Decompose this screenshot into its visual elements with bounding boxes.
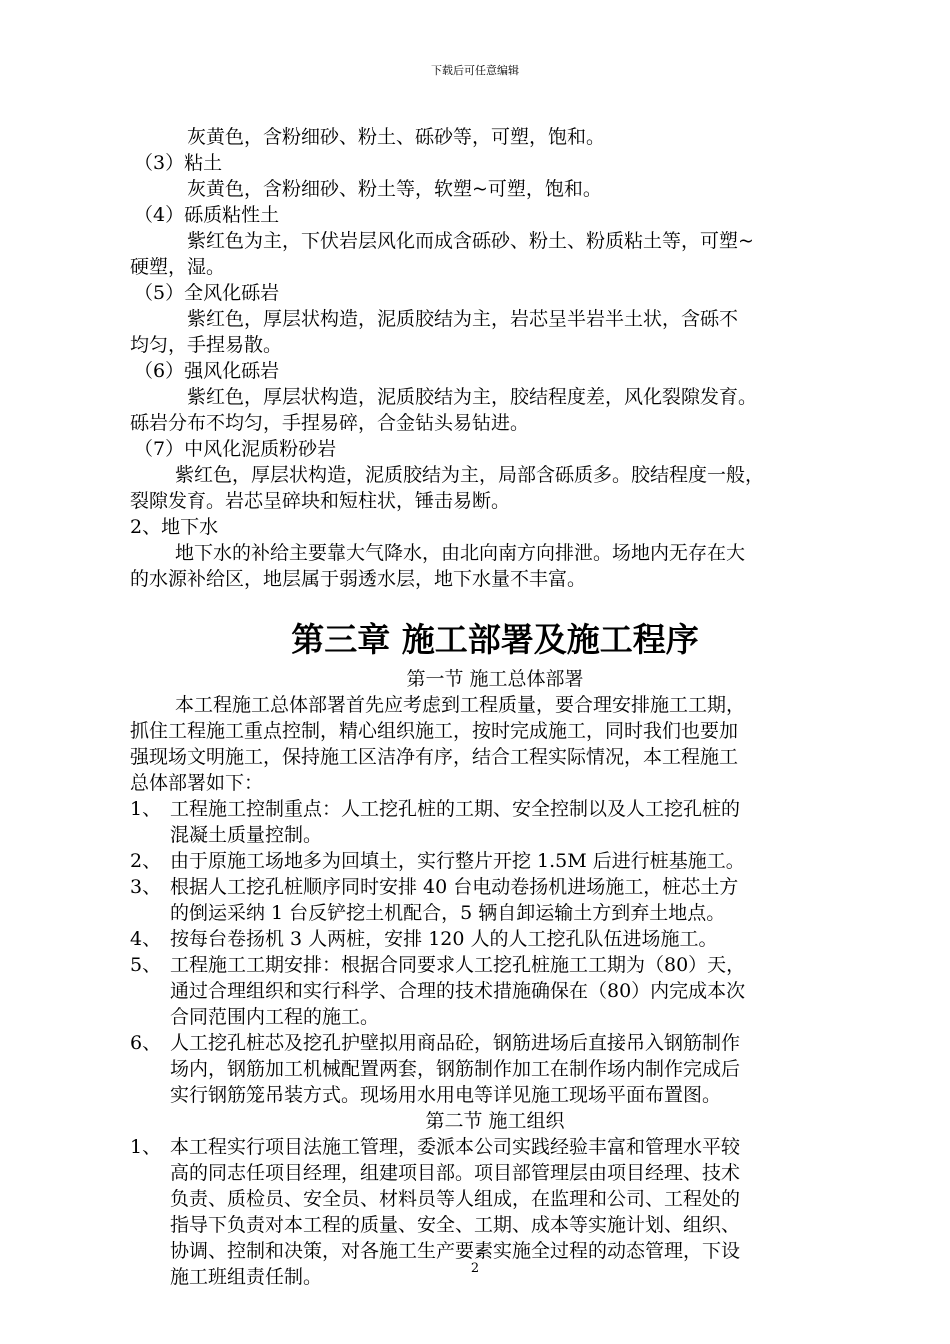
paragraph-line: 总体部署如下： xyxy=(130,772,264,794)
paragraph-line: 紫红色，厚层状构造，泥质胶结为主，局部含砾质多。胶结程度一般， xyxy=(175,464,765,486)
paragraph-line: 抓住工程施工重点控制，精心组织施工，按时完成施工，同时我们也要加 xyxy=(130,720,739,742)
paragraph-line: （6）强风化砾岩 xyxy=(134,360,280,382)
list-item-line: 按每台卷扬机 3 人两桩，安排 120 人的人工挖孔队伍进场施工。 xyxy=(170,928,718,950)
paragraph-line: （5）全风化砾岩 xyxy=(134,282,280,304)
list-item-line: 施工班组责任制。 xyxy=(170,1266,323,1288)
paragraph-line: （7）中风化泥质粉砂岩 xyxy=(134,438,337,460)
list-item-line: 混凝土质量控制。 xyxy=(170,824,323,846)
list-item-line: 工程施工工期安排：根据合同要求人工挖孔桩施工工期为（80）天， xyxy=(170,954,746,976)
paragraph-line: （4）砾质粘性土 xyxy=(134,204,280,226)
list-item-line: 实行钢筋笼吊装方式。现场用水用电等详见施工现场平面布置图。 xyxy=(170,1084,722,1106)
list-item-line: 通过合理组织和实行科学、合理的技术措施确保在（80）内完成本次 xyxy=(170,980,746,1002)
list-item-line: 负责、质检员、安全员、材料员等人组成，在监理和公司、工程处的 xyxy=(170,1188,741,1210)
list-item-line: 本工程实行项目法施工管理，委派本公司实践经验丰富和管理水平较 xyxy=(170,1136,741,1158)
page-header: 下载后可任意编辑 xyxy=(431,64,519,77)
list-item-number: 1、 xyxy=(130,1136,162,1158)
list-item xyxy=(130,874,860,926)
paragraph-line: 的水源补给区，地层属于弱透水层，地下水量不丰富。 xyxy=(130,568,587,590)
paragraph-line: 紫红色，厚层状构造，泥质胶结为主，岩芯呈半岩半土状，含砾不 xyxy=(187,308,739,330)
paragraph-line: 紫红色为主，下伏岩层风化而成含砾砂、粉土、粉质粘土等，可塑~ xyxy=(187,230,754,252)
list-item xyxy=(130,848,860,874)
list-item-line: 的倒运采纳 1 台反铲挖土机配合，5 辆自卸运输土方到弃土地点。 xyxy=(170,902,726,924)
paragraph-line: 硬塑，湿。 xyxy=(130,256,226,278)
paragraph-line: 地下水的补给主要靠大气降水，由北向南方向排泄。场地内无存在大 xyxy=(175,542,746,564)
paragraph-line: 2、地下水 xyxy=(130,516,219,538)
paragraph-line: 灰黄色，含粉细砂、粉土、砾砂等，可塑，饱和。 xyxy=(187,126,606,148)
list-item-number: 6、 xyxy=(130,1032,162,1054)
list-item xyxy=(130,952,860,1030)
page-number: 2 xyxy=(470,1261,480,1276)
paragraph-line: 强现场文明施工，保持施工区洁净有序，结合工程实际情况，本工程施工 xyxy=(130,746,739,768)
list-item-text xyxy=(170,874,860,926)
list-item-line: 人工挖孔桩芯及挖孔护壁拟用商品砼，钢筋进场后直接吊入钢筋制作 xyxy=(170,1032,741,1054)
numbered-list xyxy=(130,796,860,1108)
list-item-text xyxy=(170,848,860,874)
list-item-line: 根据人工挖孔桩顺序同时安排 40 台电动卷扬机进场施工，桩芯土方 xyxy=(170,876,739,898)
list-item-line: 指导下负责对本工程的质量、安全、工期、成本等实施计划、组织、 xyxy=(170,1214,741,1236)
list-item-line: 高的同志任项目经理，组建项目部。项目部管理层由项目经理、技术 xyxy=(170,1162,741,1184)
paragraph-line: （3）粘土 xyxy=(134,152,223,174)
chapter-title: 第三章 施工部署及施工程序 xyxy=(291,620,699,659)
list-item-text xyxy=(170,796,860,848)
paragraph-line: 灰黄色，含粉细砂、粉土等，软塑~可塑，饱和。 xyxy=(187,178,602,200)
list-item-number: 1、 xyxy=(130,798,162,820)
list-item-number: 2、 xyxy=(130,850,162,872)
list-item-text xyxy=(170,952,860,1030)
list-item-line: 场内，钢筋加工机械配置两套，钢筋制作加工在制作场内制作完成后 xyxy=(170,1058,741,1080)
list-item xyxy=(130,926,860,952)
section-title: 第二节 施工组织 xyxy=(425,1110,565,1132)
list-item-text xyxy=(170,926,860,952)
section-title: 第一节 施工总体部署 xyxy=(406,668,584,690)
list-item-line: 由于原施工场地多为回填土，实行整片开挖 1.5M 后进行桩基施工。 xyxy=(170,850,745,872)
list-item-text xyxy=(170,1030,860,1108)
paragraph-line: 紫红色，厚层状构造，泥质胶结为主，胶结程度差，风化裂隙发育。 xyxy=(187,386,758,408)
list-item-line: 合同范围内工程的施工。 xyxy=(170,1006,380,1028)
paragraph-line: 均匀，手捏易散。 xyxy=(130,334,283,356)
paragraph-line: 本工程施工总体部署首先应考虑到工程质量，要合理安排施工工期， xyxy=(175,694,746,716)
list-item-line: 协调、控制和决策，对各施工生产要素实施全过程的动态管理，下设 xyxy=(170,1240,741,1262)
list-item-line: 工程施工控制重点：人工挖孔桩的工期、安全控制以及人工挖孔桩的 xyxy=(170,798,741,820)
list-item xyxy=(130,796,860,848)
paragraph-line: 砾岩分布不均匀，手捏易碎，合金钻头易钻进。 xyxy=(130,412,530,434)
document-body xyxy=(130,124,860,1290)
geology-section xyxy=(130,124,860,592)
paragraph-line: 裂隙发育。岩芯呈碎块和短柱状，锤击易断。 xyxy=(130,490,511,512)
list-item xyxy=(130,1030,860,1108)
list-item-number: 3、 xyxy=(130,876,162,898)
list-item-number: 4、 xyxy=(130,928,162,950)
section-intro xyxy=(130,692,860,796)
list-item-number: 5、 xyxy=(130,954,162,976)
